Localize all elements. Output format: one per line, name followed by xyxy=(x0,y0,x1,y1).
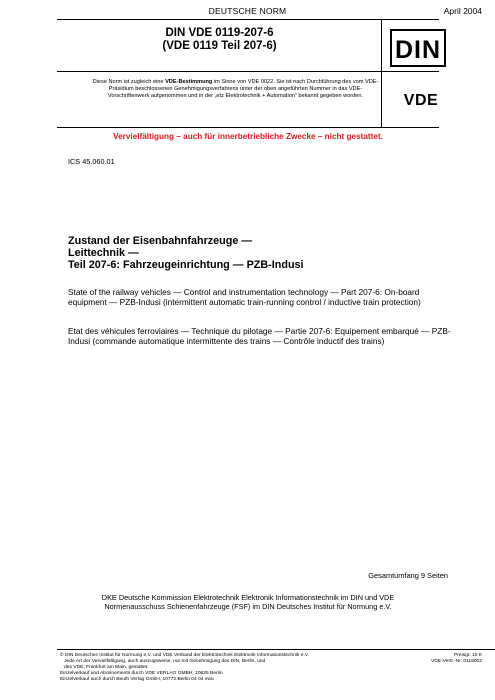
price-group xyxy=(431,653,482,665)
copyright-line: Jede Art der Vervielfältigung, auch auszugsweise, nur mit Genehmigung des DIN, Berlin, und xyxy=(60,659,266,665)
title-german-line: Zustand der Eisenbahnfahrzeuge — xyxy=(68,235,253,247)
title-german xyxy=(68,235,438,272)
din-logo-graphic xyxy=(392,31,444,65)
organization-line: Normenausschuss Schienenfahrzeuge (FSF) im DIN Deutsches Institut für Normung e.V. xyxy=(104,602,392,612)
vde-logo xyxy=(397,91,445,107)
organization-line: DKE Deutsche Kommission Elektrotechnik Elektronik Informationstechnik im DIN und VDE xyxy=(101,593,395,602)
vde-notice-suffix: im Sinne von VDE 0022. Sie ist nach Durchführung des vom VDE-Präsidium beschlossenen Genehmigungsverfahrens unter der oben angeführten Nummer in das VDE-Vorschriftenwerk aufgenommen und in der „etz Elektrotechnik + Automation“ bekannt gegeben worden. xyxy=(107,79,379,100)
norm-rule xyxy=(57,71,439,72)
vertical-divider xyxy=(381,20,382,128)
document-date: April 2004 xyxy=(443,6,482,16)
din-logo-text: DIN xyxy=(394,36,442,64)
distribution-line: Einzelverkauf auch durch Beuth Verlag GmbH, 10772 Berlin 04 04 vwu xyxy=(60,677,214,683)
copyright-notice xyxy=(60,653,385,683)
norm-number-line1: DIN VDE 0119-207-6 xyxy=(165,27,274,39)
title-french: Etat des véhicules ferroviaires — Technique du pilotage — Partie 207-6: Equipement embarqué — PZB-Indusi (commande automatique intermittente des trains — Contrôle inductif des trains) xyxy=(68,326,451,347)
vde-logo-text: VDE xyxy=(403,92,439,107)
total-pages: Gesamtumfang 9 Seiten xyxy=(368,571,448,580)
price-line: VDE-Vertr.-Nr. 0119002 xyxy=(430,659,482,665)
din-logo xyxy=(390,29,446,67)
reproduction-notice: Vervielfältigung – auch für innerbetriebliche Zwecke – nicht gestattet. xyxy=(113,132,383,141)
copyright-line: des VDE, Frankfurt am Main, gestattet. xyxy=(60,665,149,671)
vde-notice-prefix: Diese Norm ist zugleich eine xyxy=(92,79,166,85)
title-english: State of the railway vehicles — Control and instrumentation technology — Part 207-6: On-board equipment — PZB-Indusi (intermittent automatic train-running control / inductive train protection) xyxy=(68,287,421,308)
title-german-line: Leittechnik — xyxy=(68,247,139,260)
vde-notice xyxy=(92,79,379,100)
footer-rule xyxy=(57,649,495,650)
vde-logo-graphic xyxy=(397,91,445,107)
ics-code: ICS 45.060.01 xyxy=(68,157,115,166)
copyright-line: © DIN Deutsches Institut für Normung e.V. und VDE Verband der Elektrotechnik Elektronik Informationstechnik e.V. xyxy=(60,653,309,658)
distribution-line: Einzelverkauf und Abonnements durch VDE VERLAG GMBH, 10625 Berlin xyxy=(60,671,223,677)
norm-number xyxy=(57,27,382,53)
price-line: Preisgr. 10 K xyxy=(454,653,482,658)
notice-rule xyxy=(57,127,439,128)
issuing-organization xyxy=(57,593,439,612)
norm-number-line2: (VDE 0119 Teil 207-6) xyxy=(162,40,277,52)
title-german-line: Teil 207-6: Fahrzeugeinrichtung — PZB-Indusi xyxy=(68,259,304,272)
document-header-title: DEUTSCHE NORM xyxy=(208,6,287,16)
vde-notice-bold: VDE-Bestimmung xyxy=(165,79,213,85)
